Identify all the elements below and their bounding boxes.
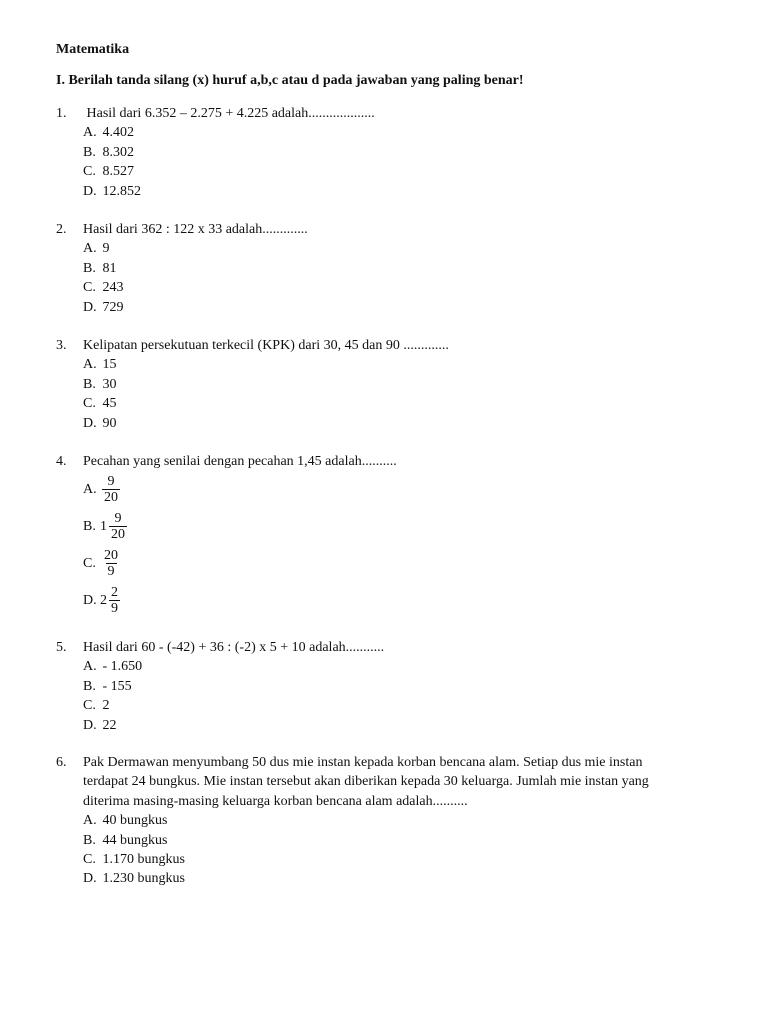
fraction	[109, 511, 127, 542]
option-a	[83, 239, 716, 258]
option-a	[83, 471, 716, 508]
question-6	[56, 753, 716, 889]
question-text-line: terdapat 24 bungkus. Mie instan tersebut akan diberikan kepada 30 keluarga. Jumlah mie instan yang	[83, 774, 649, 790]
whole-number: 2	[100, 593, 107, 609]
fraction-denominator: 20	[104, 490, 118, 506]
option-d	[83, 869, 716, 888]
option-b	[83, 375, 716, 394]
option-text: 2	[102, 698, 110, 714]
question-number: 5.	[56, 640, 67, 655]
question-number: 6.	[56, 755, 67, 770]
option-letter: B.	[83, 260, 96, 276]
option-text: 22	[102, 717, 117, 733]
option-letter: D.	[83, 593, 97, 609]
fraction-denominator: 9	[107, 564, 115, 580]
option-letter: A.	[83, 659, 97, 675]
question-number: 1.	[56, 106, 67, 121]
option-d	[83, 414, 716, 433]
fraction	[109, 585, 120, 616]
option-letter: D.	[83, 299, 97, 315]
option-letter: C.	[83, 556, 96, 572]
option-d	[83, 298, 716, 317]
question-number: 3.	[56, 338, 67, 353]
question-number: 2.	[56, 222, 67, 237]
fraction-numerator: 9	[107, 474, 115, 490]
option-text: 729	[102, 299, 124, 315]
option-text: 9	[102, 241, 110, 257]
option-c	[83, 850, 716, 869]
question-4	[56, 452, 716, 619]
option-text: - 155	[102, 678, 132, 694]
option-letter: B.	[83, 376, 96, 392]
option-letter: D.	[83, 415, 97, 431]
option-text: 8.302	[102, 144, 134, 160]
option-c	[83, 696, 716, 715]
option-d	[83, 716, 716, 735]
question-text: Hasil dari 60 - (-42) + 36 : (-2) x 5 + 10 adalah...........	[83, 640, 385, 655]
option-c	[83, 545, 716, 582]
option-b	[83, 831, 716, 850]
fraction-numerator: 20	[104, 548, 118, 564]
question-text: Hasil dari 6.352 – 2.275 + 4.225 adalah...................	[83, 106, 375, 121]
fraction	[102, 548, 120, 579]
question-2	[56, 220, 716, 317]
option-text: 44 bungkus	[102, 832, 168, 848]
option-d	[83, 582, 716, 619]
option-letter: A.	[83, 813, 97, 829]
question-text: Pecahan yang senilai dengan pecahan 1,45 adalah..........	[83, 454, 397, 469]
option-a	[83, 355, 716, 374]
option-letter: D.	[83, 717, 97, 733]
question-text-line: diterima masing-masing keluarga korban bencana alam adalah..........	[83, 793, 468, 809]
option-a	[83, 811, 716, 830]
option-text: 30	[102, 376, 117, 392]
option-d	[83, 182, 716, 201]
option-text: 81	[102, 260, 117, 276]
option-letter: D.	[83, 183, 97, 199]
whole-number: 1	[100, 519, 107, 535]
option-c	[83, 394, 716, 413]
question-text: Hasil dari 362 : 122 x 33 adalah.............	[83, 222, 308, 237]
option-letter: B.	[83, 678, 96, 694]
option-c	[83, 162, 716, 181]
option-b	[83, 259, 716, 278]
option-letter: C.	[83, 164, 96, 180]
option-b	[83, 508, 716, 545]
option-text: 1.230 bungkus	[102, 871, 185, 887]
question-5	[56, 638, 716, 735]
option-text: 1.170 bungkus	[102, 852, 185, 868]
option-a	[83, 657, 716, 676]
fraction-denominator: 20	[111, 527, 125, 543]
option-text: 90	[102, 415, 117, 431]
option-b	[83, 143, 716, 162]
option-text: 40 bungkus	[102, 813, 168, 829]
option-text: - 1.650	[102, 659, 143, 675]
option-letter: B.	[83, 519, 96, 535]
option-text: 12.852	[102, 183, 141, 199]
question-3	[56, 336, 716, 433]
option-letter: B.	[83, 144, 96, 160]
option-letter: C.	[83, 852, 96, 868]
question-text-line: Pak Dermawan menyumbang 50 dus mie instan kepada korban bencana alam. Setiap dus mie instan	[83, 755, 643, 770]
option-letter: C.	[83, 698, 96, 714]
option-letter: A.	[83, 357, 97, 373]
fraction-numerator: 2	[111, 585, 118, 601]
option-letter: A.	[83, 125, 97, 141]
option-text: 15	[102, 357, 117, 373]
fraction-numerator: 9	[114, 511, 122, 527]
option-text: 4.402	[102, 125, 134, 141]
instruction-text: I. Berilah tanda silang (x) huruf a,b,c atau d pada jawaban yang paling benar!	[56, 73, 524, 88]
option-letter: B.	[83, 832, 96, 848]
fraction	[102, 474, 120, 505]
option-letter: A.	[83, 241, 97, 257]
question-number: 4.	[56, 454, 67, 469]
option-letter: C.	[83, 280, 96, 296]
fraction-denominator: 9	[111, 601, 118, 617]
option-letter: A.	[83, 482, 97, 498]
option-text: 8.527	[102, 164, 134, 180]
option-a	[83, 123, 716, 142]
question-text: Kelipatan persekutuan terkecil (KPK) dari 30, 45 dan 90 .............	[83, 338, 449, 353]
option-text: 243	[102, 280, 124, 296]
subject-title: Matematika	[56, 42, 130, 57]
option-letter: C.	[83, 396, 96, 412]
option-c	[83, 278, 716, 297]
option-b	[83, 677, 716, 696]
question-1	[56, 104, 716, 201]
option-letter: D.	[83, 871, 97, 887]
option-text: 45	[102, 396, 117, 412]
